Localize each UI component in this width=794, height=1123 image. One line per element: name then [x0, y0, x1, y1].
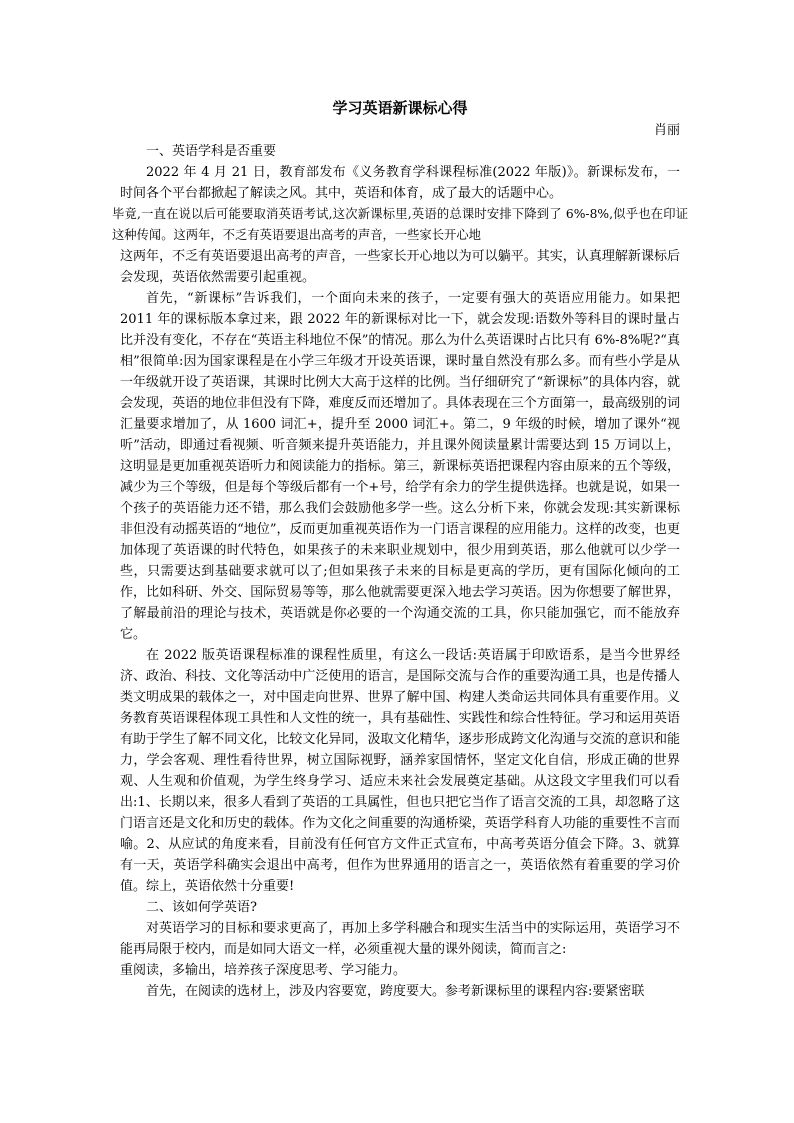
paragraph-3: 这两年，不乏有英语要退出高考的声音，一些家长开心地以为可以躺平。其实，认真理解新课标后会发现，英语依然需要引起重视。 [120, 249, 680, 285]
document-title: 学习英语新课标心得 [332, 99, 468, 117]
document-page [112, 98, 688, 1002]
section-heading-1: 一、英语学科是否重要 [146, 144, 277, 159]
paragraph-1: 2022 年 4 月 21 日，教育部发布《义务教育学科课程标准(2022 年版)》。新课标发布，一时间各个平台都掀起了解读之风。其中，英语和体育，成了最大的话题中心。 [120, 165, 680, 201]
paragraph-4: 首先，“新课标”告诉我们，一个面向未来的孩子，一定要有强大的英语应用能力。如果把 2011 年的课标版本拿过来，跟 2022 年的新课标对比一下，就会发现:语数外等科目的课时量占比并没有变化，不存在“英语主科地位不保”的情况。那么为什么英语课时占比只有 6%-8%呢?“真相”很简单:因为国家课程是在小学三年级才开设英语课，课时量自然没有那么多。而有些小学是从一年级就开设了英语课，其课时比例大大高于这样的比例。当仔细研究了“新课标”的具体内容，就会发现，英语的地位非但没有下降，难度反而还增加了。具体表现在三个方面第一，最高级别的词汇量要求增加了，从 1600 词汇+，提升至 2000 词汇+。第二，9 年级的时候，增加了课外“视听”活动，即通过看视频、听音频来提升英语能力，并且课外阅读量累计需要达到 15 万词以上，这明显是更加重视英语听力和阅读能力的指标。第三，新课标英语把课程内容由原来的五个等级，减少为三个等级，但是每个等级后都有一个+号，给学有余力的学生提供选择。也就是说，如果一个孩子的英语能力还不错，那么我们会鼓励他多学一些。这么分析下来，你就会发现:其实新课标非但没有动摇英语的“地位”，反而更加重视英语作为一门语言课程的应用能力。这样的改变，也更加体现了英语课的时代特色，如果孩子的未来职业规划中，很少用到英语，那么他就可以少学一些，只需要达到基础要求就可以了;但如果孩子未来的目标是更高的学历，更有国际化倾向的工作，比如科研、外交、国际贸易等等，那么他就需要更深入地去学习英语。因为你想要了解世界，了解最前沿的理论与技术，英语就是你必要的一个沟通交流的工具，你只能加强它，而不能放弃它。 [120, 291, 680, 642]
paragraph-5: 在 2022 版英语课程标准的课程性质里，有这么一段话:英语属于印欧语系，是当今世界经济、政治、科技、文化等活动中广泛使用的语言，是国际交流与合作的重要沟通工具，也是传播人类文明成果的载体之一，对中国走向世界、世界了解中国、构建人类命运共同体具有重要作用。义务教育英语课程体现工具性和人文性的统一，具有基础性、实践性和综合性特征。学习和运用英语有助于学生了解不同文化，比较文化异同，汲取文化精华，逐步形成跨文化沟通与交流的意识和能力，学会客观、理性看待世界，树立国际视野，涵养家国情怀，坚定文化自信，形成正确的世界观、人生观和价值观，为学生终身学习、适应未来社会发展奠定基础。从这段文字里我们可以看出:1、长期以来，很多人看到了英语的工具属性，但也只把它当作了语言交流的工具，却忽略了这门语言还是文化和历史的载体。作为文化之间重要的沟通桥梁，英语学科育人功能的重要性不言而喻。2、从应试的角度来看，目前没有任何官方文件正式宣布，中高考英语分值会下降。3、就算有一天，英语学科确实会退出中高考，但作为世界通用的语言之一，英语依然有着重要的学习价值。综上，英语依然十分重要! [120, 648, 680, 894]
paragraph-6: 对英语学习的目标和要求更高了，再加上多学科融合和现实生活当中的实际运用，英语学习不能再局限于校内，而是如同大语文一样，必须重视大量的课外阅读，简而言之: [120, 921, 680, 957]
paragraph-8: 首先，在阅读的选材上，涉及内容要宽，跨度要大。参考新课标里的课程内容:要紧密联 [146, 984, 645, 999]
section-heading-2: 二、该如何学英语? [146, 900, 257, 915]
author-name: 肖丽 [653, 123, 680, 138]
paragraph-7: 重阅读，多输出，培养孩子深度思考、学习能力。 [120, 963, 407, 978]
paragraph-2: 毕竟,一直在说以后可能要取消英语考试,这次新课标里,英语的总课时安排下降到了 6%-8%,似乎也在印证这种传闻。这两年，不乏有英语要退出高考的声音，一些家长开心地 [112, 207, 688, 242]
